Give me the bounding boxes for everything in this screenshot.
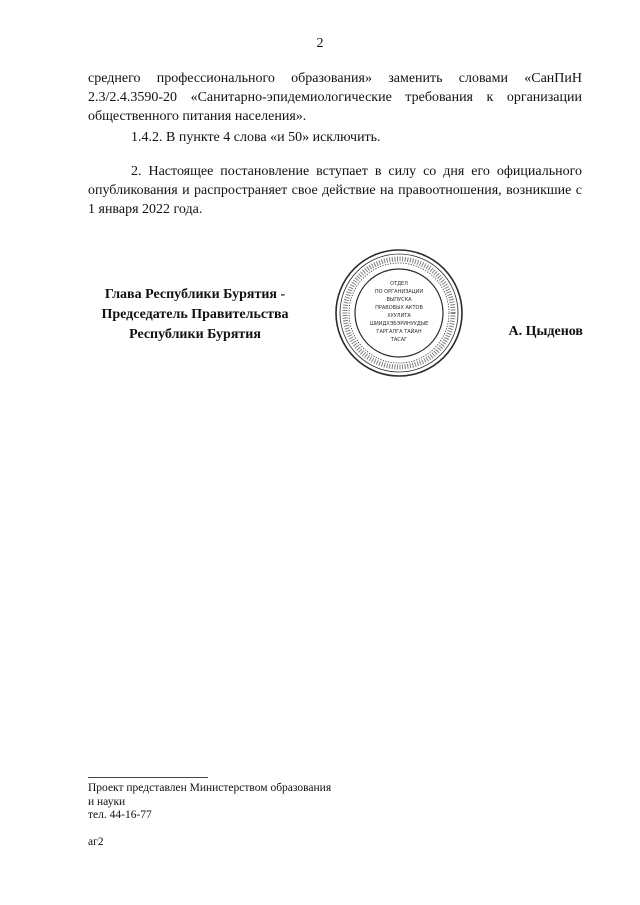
- paragraph-1-4-2: 1.4.2. В пункте 4 слова «и 50» исключить.: [131, 130, 381, 145]
- paragraph-continuation: среднего профессионального образования» заменить словами «СанПиН 2.3/2.4.3590-20 «Санитарно-эпидемиологические требования к организации общественного питания населения».: [88, 71, 582, 124]
- seal-line: ОТДЕЛ: [390, 281, 408, 287]
- seal-line: ВЫПУСКА: [386, 297, 412, 303]
- seal-line: ТАСАГ: [390, 337, 408, 343]
- seal-line: ГАРГАЛГА ТАЙАН: [376, 329, 422, 335]
- signatory-title: [70, 285, 320, 345]
- seal-line: ШИИДХЭБЭРИНУУДЫЕ: [369, 321, 429, 327]
- footnote-line: тел. 44-16-77: [88, 809, 152, 821]
- seal-line: ПРАВОВЫХ АКТОВ: [375, 305, 423, 311]
- official-seal-stamp: [333, 247, 465, 379]
- signatory-title-line: Республики Бурятия: [129, 327, 261, 342]
- signatory-title-line: Председатель Правительства: [101, 307, 289, 322]
- signatory-title-line: Глава Республики Бурятия -: [104, 287, 286, 302]
- footnote-divider: [88, 777, 208, 778]
- seal-line: ХУУЛИТА: [387, 313, 411, 319]
- signatory-name: А. Цыденов: [508, 324, 583, 339]
- footnote: [88, 782, 408, 823]
- footnote-line: Проект представлен Министерством образования: [88, 782, 332, 794]
- seal-line: ПО ОРГАНИЗАЦИИ: [374, 289, 424, 295]
- page-number: 2: [316, 36, 324, 51]
- document-code: аг2: [88, 836, 104, 848]
- paragraph-effective-date: 2. Настоящее постановление вступает в силу со дня его официального опубликования и распространяет свое действие на правоотношения, возникшие с 1 января 2022 года.: [88, 164, 582, 217]
- footnote-line: и науки: [88, 795, 126, 808]
